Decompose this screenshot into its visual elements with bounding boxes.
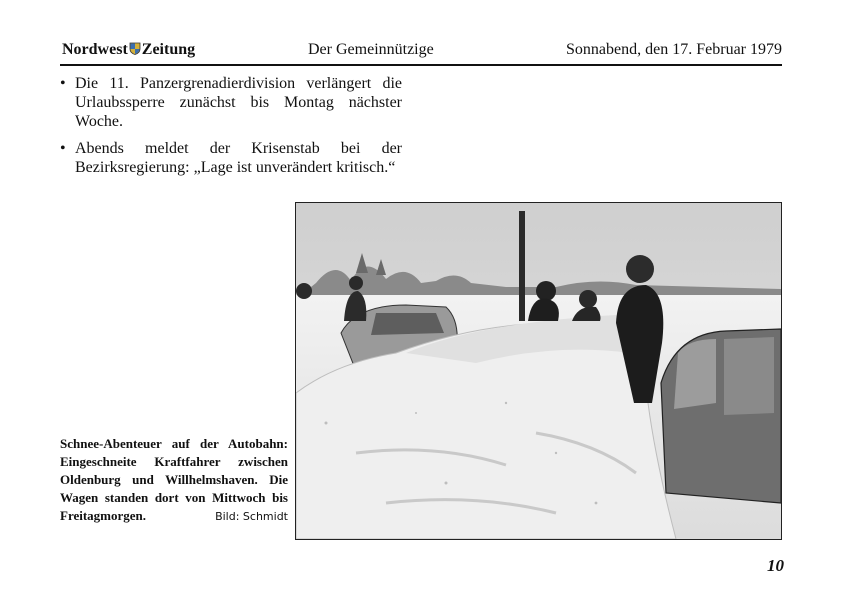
bullet-list bbox=[60, 74, 402, 185]
bullet-icon: • bbox=[60, 140, 66, 157]
bullet-icon: • bbox=[60, 75, 66, 92]
coat-of-arms-icon bbox=[129, 42, 141, 55]
bullet-text: Die 11. Panzergrenadierdivision verlängert die Urlaubssperre zunächst bis Montag nächster Woche. bbox=[75, 75, 402, 130]
header-rule bbox=[60, 64, 782, 66]
news-photo bbox=[295, 202, 782, 540]
photo-credit: Bild: Schmidt bbox=[215, 510, 288, 523]
page-header bbox=[60, 38, 782, 64]
caption-text: Schnee-Abenteuer auf der Autobahn: Eingeschneite Kraftfahrer zwischen Oldenburg und Willhelmshaven. Die Wagen standen dort von Mittwoch bis Freitagmorgen. bbox=[60, 436, 288, 523]
photo-snowbound-cars-icon bbox=[296, 203, 781, 539]
photo-caption bbox=[60, 435, 288, 526]
list-item bbox=[60, 74, 402, 131]
list-item bbox=[60, 139, 402, 177]
issue-date: Sonnabend, den 17. Februar 1979 bbox=[566, 41, 782, 58]
newspaper-masthead bbox=[62, 41, 195, 59]
masthead-part2: Zeitung bbox=[141, 41, 196, 58]
bullet-text: Abends meldet der Krisenstab bei der Bezirksregierung: „Lage ist unverändert kritisch.“ bbox=[75, 140, 402, 176]
page-number: 10 bbox=[767, 556, 784, 575]
masthead-part1: Nordwest bbox=[62, 41, 128, 58]
section-title: Der Gemeinnützige bbox=[308, 41, 434, 58]
